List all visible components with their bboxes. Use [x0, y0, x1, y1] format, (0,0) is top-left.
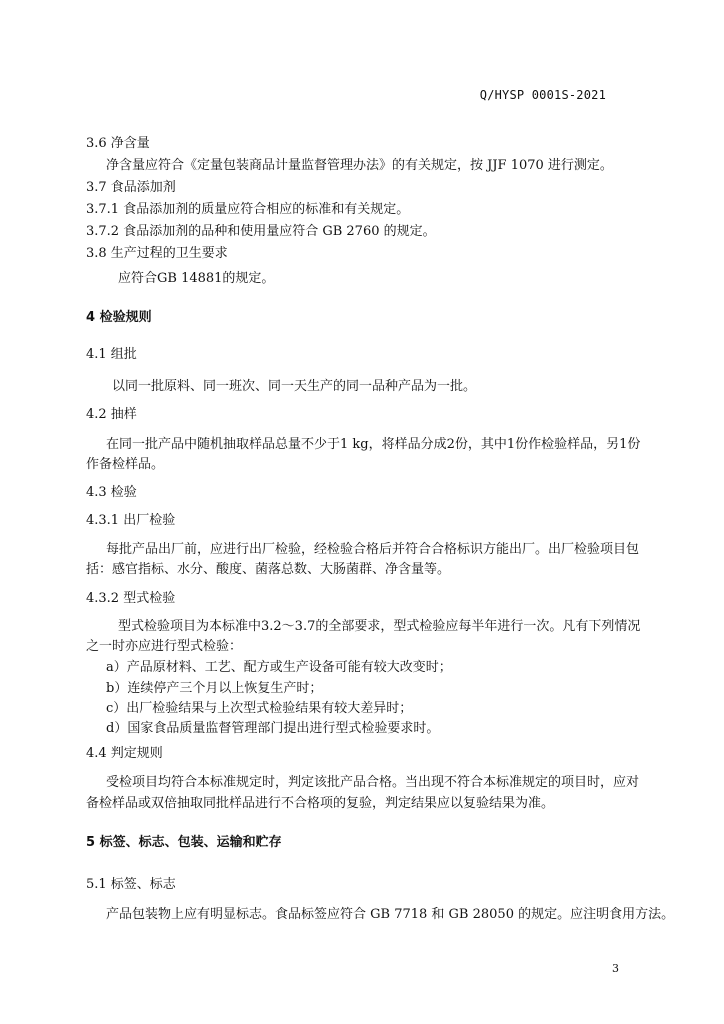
clause-4-3-2-heading: 4.3.2 型式检验 [86, 591, 176, 606]
paragraph-type-inspection-line2: 之一时亦应进行型式检验： [86, 639, 243, 654]
clause-3-7-2: 3.7.2 食品添加剂的品种和使用量应符合 GB 2760 的规定。 [86, 224, 436, 239]
section-4-1-heading: 4.1 组批 [86, 347, 137, 362]
list-item-c: c）出厂检验结果与上次型式检验结果有较大差异时； [106, 701, 413, 716]
section-3-7-heading: 3.7 食品添加剂 [86, 180, 176, 195]
paragraph-sampling-line1: 在同一批产品中随机抽取样品总量不少于1 kg，将样品分成2份，其中1份作检验样品，另1份 [106, 437, 641, 452]
list-item-d: d）国家食品质量监督管理部门提出进行型式检验要求时。 [106, 721, 440, 736]
paragraph-judgement-line2: 备检样品或双倍抽取同批样品进行不合格项的复验，判定结果应以复验结果为准。 [86, 796, 555, 811]
section-3-6-heading: 3.6 净含量 [86, 136, 150, 151]
section-4-heading: 4 检验规则 [86, 310, 152, 325]
paragraph-net-content: 净含量应符合《定量包装商品计量监督管理办法》的有关规定，按 JJF 1070 进行测定。 [106, 158, 613, 173]
standard-code: Q/HYSP 0001S-2021 [479, 88, 606, 102]
list-item-b: b）连续停产三个月以上恢复生产时； [106, 681, 323, 696]
page-number: 3 [612, 962, 619, 975]
paragraph-hygiene: 应符合GB 14881的规定。 [118, 271, 275, 286]
section-4-2-heading: 4.2 抽样 [86, 407, 137, 422]
paragraph-sampling-line2: 作备检样品。 [86, 457, 165, 472]
paragraph-type-inspection-line1: 型式检验项目为本标准中3.2～3.7的全部要求，型式检验应每半年进行一次。凡有下列情况 [118, 619, 641, 634]
section-4-4-heading: 4.4 判定规则 [86, 746, 163, 761]
clause-3-7-1: 3.7.1 食品添加剂的质量应符合相应的标准和有关规定。 [86, 202, 410, 217]
paragraph-judgement-line1: 受检项目均符合本标准规定时，判定该批产品合格。当出现不符合本标准规定的项目时，应对 [106, 775, 640, 790]
clause-4-3-1-heading: 4.3.1 出厂检验 [86, 513, 176, 528]
section-4-3-heading: 4.3 检验 [86, 485, 137, 500]
paragraph-labeling: 产品包装物上应有明显标志。食品标签应符合 GB 7718 和 GB 28050 的规定。应注明食用方法。 [106, 907, 675, 922]
section-3-8-heading: 3.8 生产过程的卫生要求 [86, 246, 228, 261]
list-item-a: a）产品原材料、工艺、配方或生产设备可能有较大改变时； [106, 660, 452, 675]
paragraph-batching: 以同一批原料、同一班次、同一天生产的同一品种产品为一批。 [112, 379, 477, 394]
section-5-1-heading: 5.1 标签、标志 [86, 877, 176, 892]
paragraph-factory-inspection-line2: 括：感官指标、水分、酸度、菌落总数、大肠菌群、净含量等。 [86, 562, 451, 577]
section-5-heading: 5 标签、标志、包装、运输和贮存 [86, 835, 282, 850]
paragraph-factory-inspection-line1: 每批产品出厂前，应进行出厂检验，经检验合格后并符合合格标识方能出厂。出厂检验项目包 [106, 542, 640, 557]
